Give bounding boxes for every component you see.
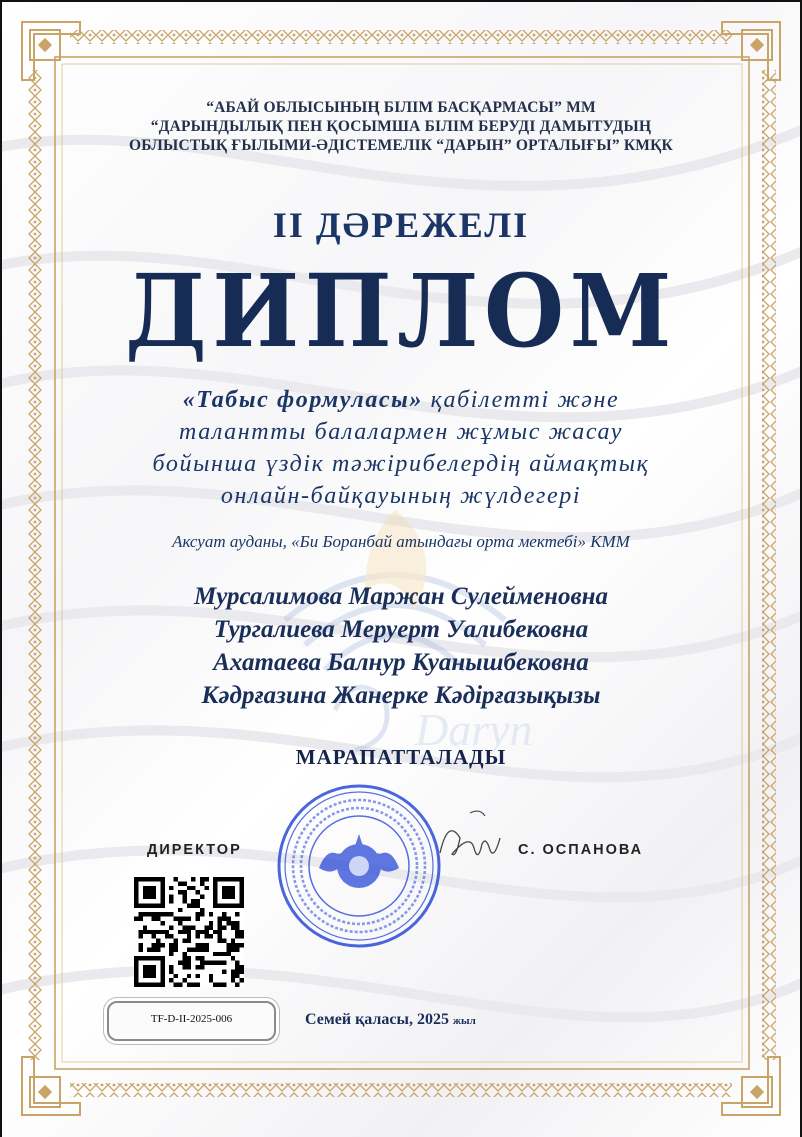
- awarded-text: МАРАПАТТАЛАДЫ: [295, 745, 507, 769]
- recipient-name: Мурсалимова Маржан Сулейменовна: [194, 583, 608, 610]
- signature-name: С. ОСПАНОВА: [518, 842, 644, 858]
- description-line-2: талантты балалармен жұмыс жасау: [179, 419, 623, 445]
- recipient-name: Кәдрғазина Жанерке Кәдірғазықызы: [201, 682, 601, 709]
- qr-code-icon: [134, 877, 244, 987]
- recipient-name: Тургалиева Меруерт Уалибековна: [213, 616, 589, 643]
- contest-name: «Табыс формуласы»: [182, 387, 424, 413]
- header-line-2: “ДАРЫНДЫЛЫҚ ПЕН ҚОСЫМША БІЛІМ БЕРУДІ ДАМЫТУДЫҢ: [150, 118, 652, 135]
- diploma-title: ДИПЛОМ: [124, 252, 678, 370]
- description-line-3: бойынша үздік тәжірибелердің аймақтық: [152, 451, 650, 477]
- signature-position: ДИРЕКТОР: [147, 842, 242, 858]
- year-suffix: жыл: [453, 1015, 476, 1027]
- header-line-1: “АБАЙ ОБЛЫСЫНЫҢ БІЛІМ БАСҚАРМАСЫ” ММ: [206, 99, 596, 116]
- recipients-list: [0, 580, 802, 712]
- svg-text:Daryn: Daryn: [415, 704, 533, 755]
- city-year-text: Семей қаласы, 2025: [305, 1011, 449, 1028]
- description-line-1: қабілетті және: [430, 387, 620, 413]
- document-code-badge: [107, 1001, 276, 1041]
- degree-label: ІІ ДӘРЕЖЕЛІ: [272, 205, 530, 245]
- school-name: Аксуат ауданы, «Би Боранбай атындағы орта мектебі» КММ: [172, 532, 630, 551]
- official-seal-icon: [275, 782, 443, 950]
- award-description: [120, 384, 682, 512]
- description-line-4: онлайн-байқауының жүлдегері: [220, 483, 582, 509]
- signature-scribble: [430, 808, 510, 878]
- document-code: TF-D-II-2025-006: [150, 1013, 233, 1025]
- top-edge: [0, 0, 802, 2]
- left-edge: [0, 0, 2, 1137]
- city-year: [305, 1011, 476, 1029]
- recipient-name: Ахатаева Балнур Куанышбековна: [213, 649, 589, 676]
- header-line-3: ОБЛЫСТЫҚ ҒЫЛЫМИ-ӘДІСТЕМЕЛІК “ДАРЫН” ОРТАЛЫҒЫ” КМҚК: [128, 137, 673, 154]
